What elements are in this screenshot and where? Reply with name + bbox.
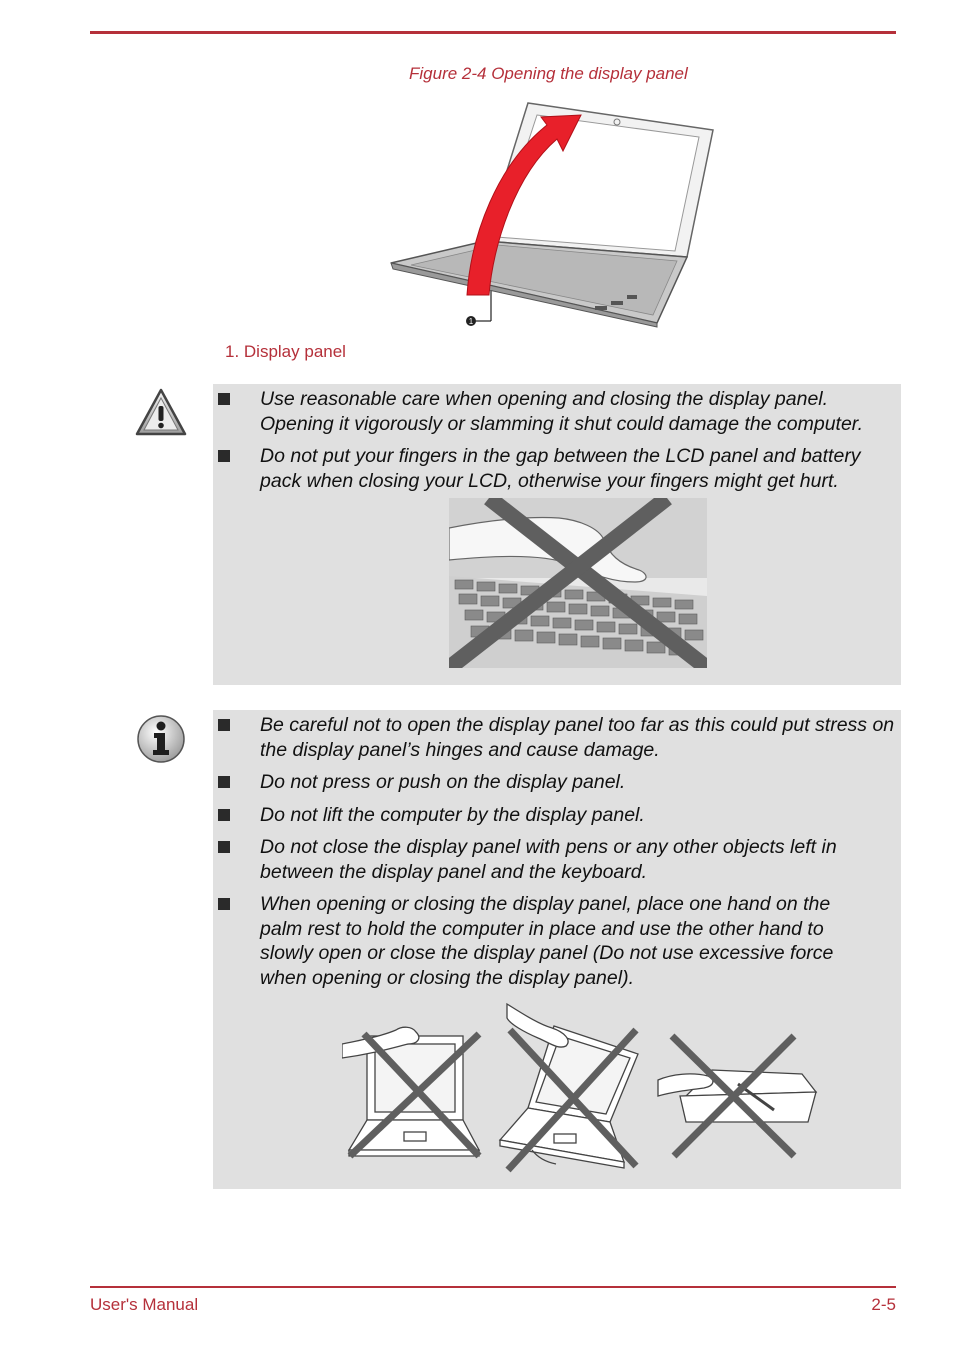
figure-legend: 1. Display panel xyxy=(225,342,346,361)
note-item: Do not lift the computer by the display panel. xyxy=(260,804,645,826)
header-rule xyxy=(90,31,896,34)
bullet-icon xyxy=(218,809,230,821)
laptop-opening-illustration xyxy=(385,95,725,335)
info-icon xyxy=(136,714,186,764)
bullet-icon xyxy=(218,450,230,462)
footer-manual-title: User's Manual xyxy=(90,1295,199,1314)
warning-item: Do not put your fingers in the gap between the LCD panel and battery pack when closing your LCD, otherwise your fingers might get hurt. xyxy=(260,445,861,492)
handling-donts-illustration xyxy=(342,1000,824,1175)
warning-item: Use reasonable care when opening and closing the display panel. Opening it vigorously or slamming it shut could damage the computer. xyxy=(260,388,863,435)
bullet-icon xyxy=(218,393,230,405)
figure-caption: Figure 2-4 Opening the display panel xyxy=(409,64,688,83)
note-item: Be careful not to open the display panel too far as this could put stress on the display panel’s hinges and cause damage. xyxy=(260,714,895,761)
warning-triangle-icon xyxy=(135,387,187,439)
callout-number: 1 xyxy=(468,317,474,326)
bullet-icon xyxy=(218,841,230,853)
bullet-icon xyxy=(218,898,230,910)
footer-page-number: 2-5 xyxy=(871,1295,896,1314)
bullet-icon xyxy=(218,776,230,788)
footer-rule xyxy=(90,1286,896,1288)
note-item: When opening or closing the display panel, place one hand on the palm rest to hold the computer in place and use the other hand to slowly open or close the display panel (Do not use excessive force when opening or closing the display panel). xyxy=(260,893,834,989)
bullet-icon xyxy=(218,719,230,731)
fingers-gap-illustration xyxy=(449,498,707,668)
note-item: Do not close the display panel with pens or any other objects left in between the display panel and the keyboard. xyxy=(260,836,837,883)
note-item: Do not press or push on the display panel. xyxy=(260,771,626,793)
